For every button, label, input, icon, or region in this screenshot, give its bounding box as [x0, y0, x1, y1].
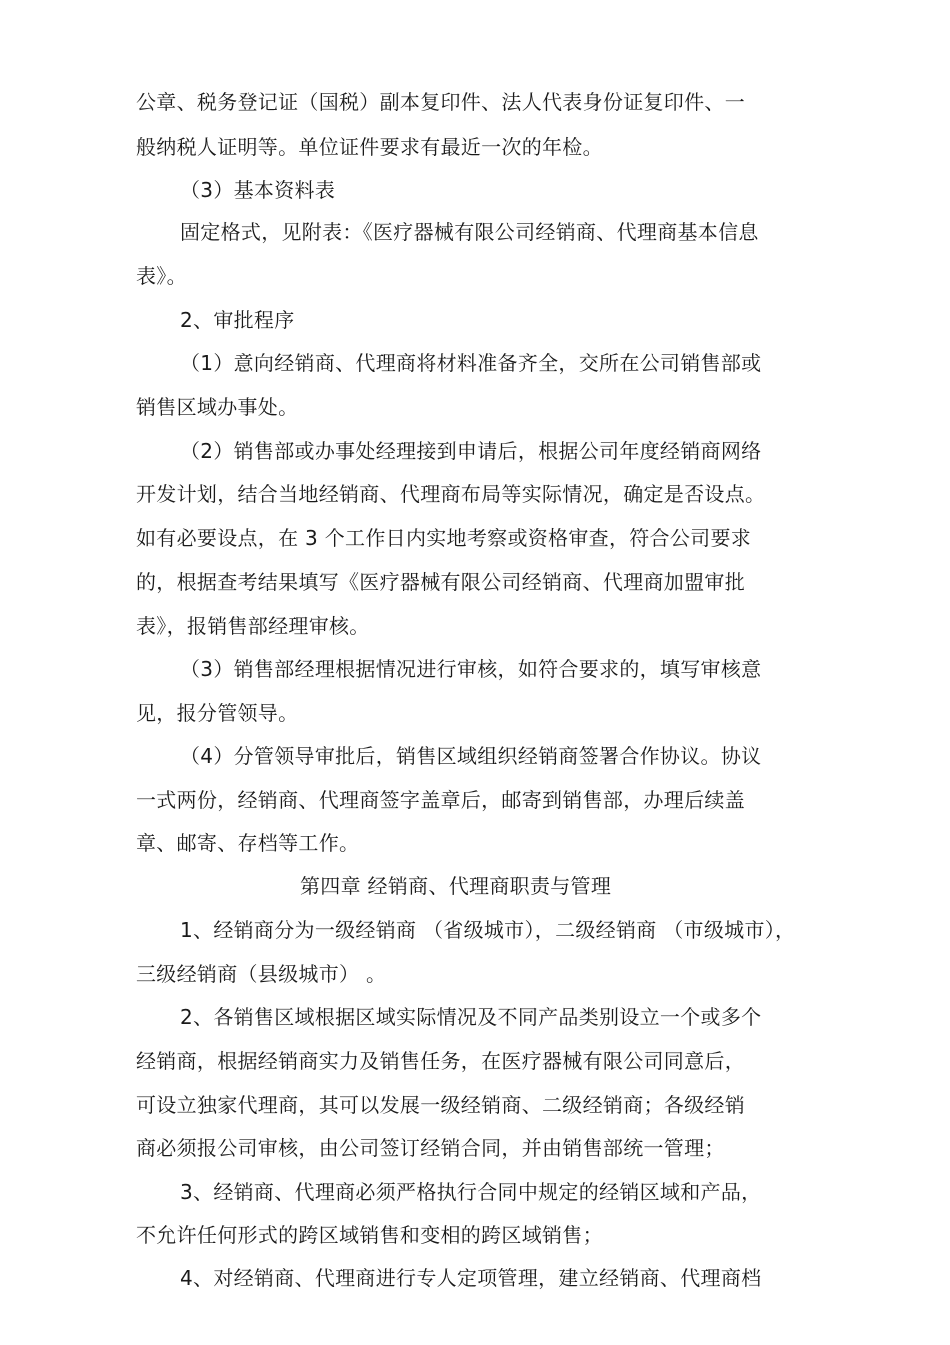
- text-line-7: （1）意向经销商、代理商将材料准备齐全，交所在公司销售部或: [180, 351, 762, 375]
- text-line-5: 表》。: [136, 264, 187, 288]
- text-line-17: 一式两份，经销商、代理商签字盖章后，邮寄到销售部，办理后续盖: [136, 788, 745, 812]
- text-line-6: 2、审批程序: [180, 308, 295, 332]
- text-line-21: 三级经销商（县级城市） 。: [136, 962, 387, 986]
- text-line-10: 开发计划，结合当地经销商、代理商布局等实际情况，确定是否设点。: [136, 482, 766, 506]
- text-line-28: 4、对经销商、代理商进行专人定项管理，建立经销商、代理商档: [180, 1266, 762, 1290]
- text-line-9: （2）销售部或办事处经理接到申请后，根据公司年度经销商网络: [180, 439, 762, 463]
- text-line-12: 的，根据查考结果填写《医疗器械有限公司经销商、代理商加盟审批: [136, 570, 745, 594]
- chapter-heading: 第四章 经销商、代理商职责与管理: [300, 874, 612, 898]
- text-line-23: 经销商，根据经销商实力及销售任务，在医疗器械有限公司同意后，: [136, 1049, 745, 1073]
- text-line-11: 如有必要设点，在 3 个工作日内实地考察或资格审查，符合公司要求: [136, 526, 752, 550]
- text-line-2: 般纳税人证明等。单位证件要求有最近一次的年检。: [136, 135, 603, 159]
- text-line-16: （4）分管领导审批后，销售区域组织经销商签署合作协议。协议: [180, 744, 762, 768]
- text-line-26: 3、经销商、代理商必须严格执行合同中规定的经销区域和产品，: [180, 1180, 762, 1204]
- text-line-27: 不允许任何形式的跨区域销售和变相的跨区域销售；: [136, 1223, 603, 1247]
- text-line-13: 表》，报销售部经理审核。: [136, 614, 370, 638]
- text-line-18: 章、邮寄、存档等工作。: [136, 831, 360, 855]
- text-line-20: 1、经销商分为一级经销商 （省级城市），二级经销商 （市级城市），: [180, 918, 796, 942]
- text-line-22: 2、各销售区域根据区域实际情况及不同产品类别设立一个或多个: [180, 1005, 762, 1029]
- text-line-24: 可设立独家代理商，其可以发展一级经销商、二级经销商；各级经销: [136, 1093, 745, 1117]
- text-line-8: 销售区域办事处。: [136, 395, 299, 419]
- text-line-1: 公章、税务登记证（国税）副本复印件、法人代表身份证复印件、一: [136, 90, 745, 114]
- text-line-15: 见，报分管领导。: [136, 701, 299, 725]
- text-line-3: （3）基本资料表: [180, 178, 336, 202]
- text-line-25: 商必须报公司审核，由公司签订经销合同，并由销售部统一管理；: [136, 1136, 725, 1160]
- text-line-14: （3）销售部经理根据情况进行审核，如符合要求的，填写审核意: [180, 657, 762, 681]
- text-line-4: 固定格式，见附表：《医疗器械有限公司经销商、代理商基本信息: [180, 220, 759, 244]
